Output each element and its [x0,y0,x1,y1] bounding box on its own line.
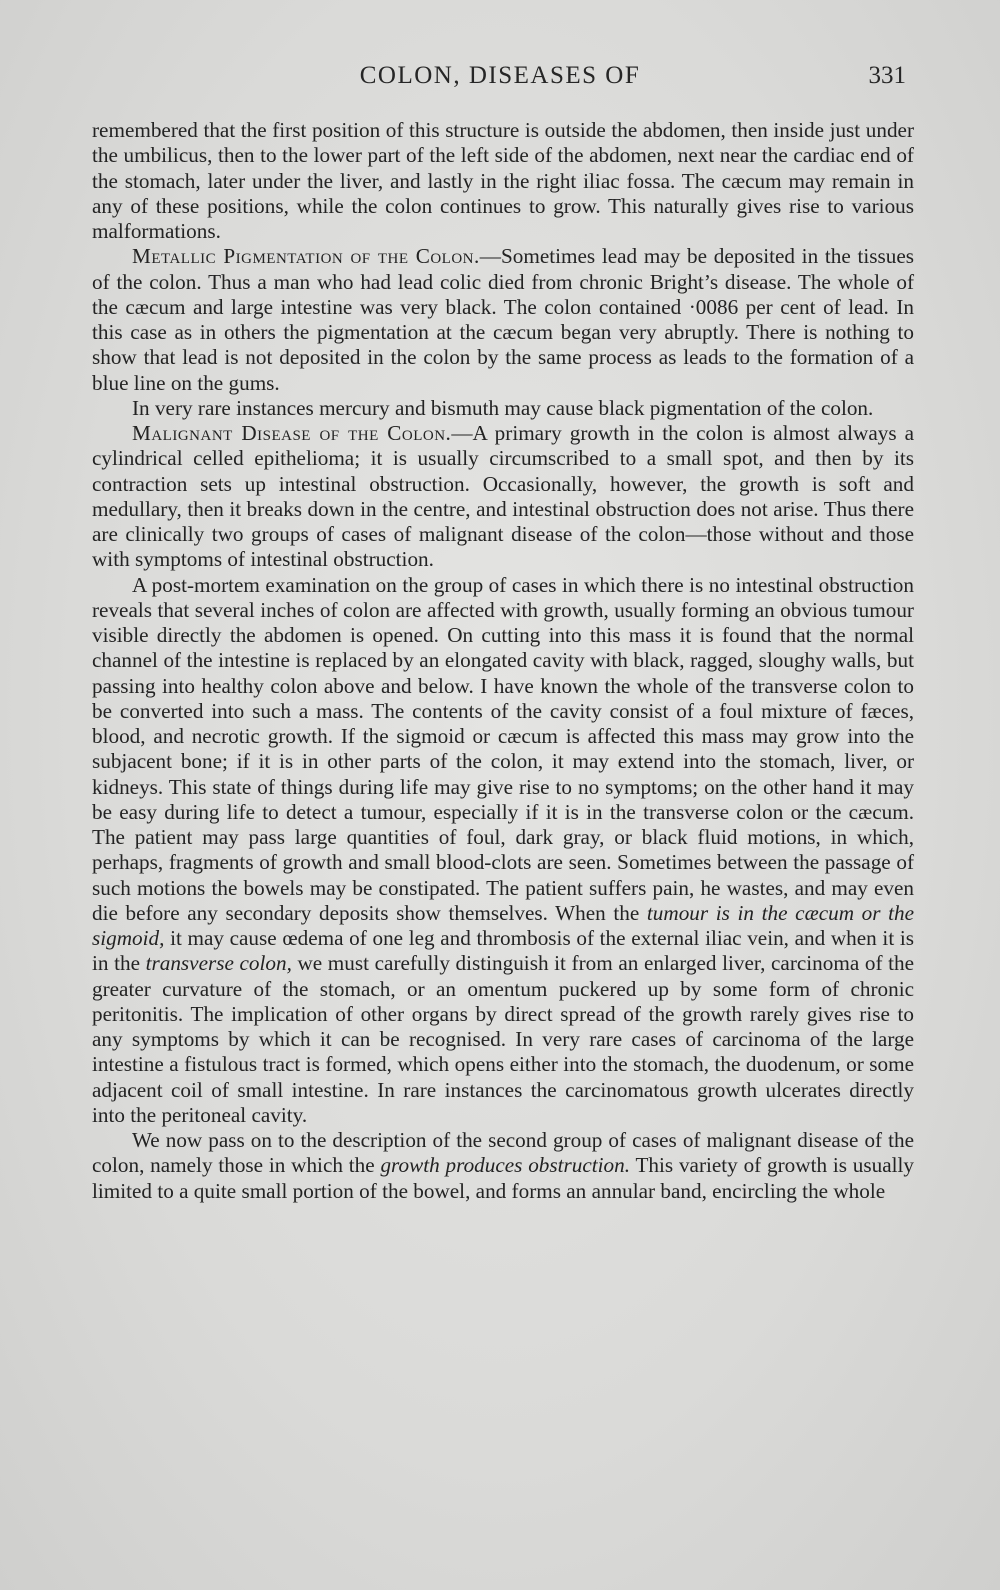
text-run: We now pass on to the description of the second group of cases of malignant disease of the colon, namely those in which the [92,1128,914,1178]
paragraph-malignant-disease [92,421,914,573]
paragraph-mercury-bismuth [92,396,914,421]
section-heading-malignant-disease: Malignant Disease of the Colon. [132,421,452,445]
text-run: it may cause œdema of one leg and thrombosis of the external iliac vein, and when it is in the [92,926,914,976]
running-title: COLON, DISEASES OF [359,62,641,89]
running-head [0,62,1000,98]
paragraph-continuation [92,118,914,244]
italic-phrase: transverse colon, [145,951,292,976]
page-number: 331 [868,62,906,89]
text-run: In very rare instances mercury and bismuth may cause black pigmentation of the colon. [132,395,874,420]
italic-phrase: growth produces obstruction. [380,1153,631,1178]
body-text [92,118,914,1204]
text-run: we must carefully distinguish it from an enlarged liver, carcinoma of the greater curvature of the stomach, or an omentum puckered up by some form of chronic peritonitis. The implication of other organs by direct spread of the growth rarely gives rise to any symptoms by which it can be recognised. In very rare cases of carcinoma of the large intestine a fistulous tract is formed, which opens either into the stomach, the duodenum, or some adjacent coil of small intestine. In rare instances the carcinomatous growth ulcerates directly into the peritoneal cavity. [92,951,915,1127]
paragraph-post-mortem [92,573,914,1129]
text-run: This variety of growth is usually limited to a quite small portion of the bowel, and forms an annular band, encircling the whole [92,1153,915,1203]
text-run: —Sometimes lead may be deposited in the tissues of the colon. Thus a man who had lead colic died from chronic Bright’s disease. The whole of the cæcum and large intestine was very black. The colon contained ·0086 per cent of lead. In this case as in others the pigmentation at the cæcum began very abruptly. There is nothing to show that lead is not deposited in the colon by the same process as leads to the formation of a blue line on the gums. [92,244,914,395]
italic-phrase: tumour is in the cæcum or the sigmoid, [92,900,914,950]
text-run: —A primary growth in the colon is almost always a cylindrical celled epithelioma; it is usually circumscribed to a small spot, and then by its contraction sets up intestinal obstruction. Occasionally, however, the growth is soft and medullary, then it breaks down in the centre, and intestinal obstruction does not arise. Thus there are clinically two groups of cases of malignant disease of the colon—those without and those with symptoms of intestinal obstruction. [92,421,914,572]
paragraph-metallic-pigmentation [92,244,914,396]
paragraph-second-group [92,1128,914,1204]
section-heading-metallic-pigmentation: Metallic Pigmentation of the Colon. [132,244,480,269]
text-run: remembered that the first position of this structure is outside the abdomen, then inside just under the umbilicus, then to the lower part of the left side of the abdomen, next near the cardiac end of the stomach, later under the liver, and lastly in the right iliac fossa. The cæcum may remain in any of these positions, while the colon continues to grow. This naturally gives rise to various malformations. [92,118,914,243]
text-run: A post-mortem examination on the group of cases in which there is no intestinal obstruction reveals that several inches of colon are affected with growth, usually forming an obvious tumour visible directly the abdomen is opened. On cutting into this mass it is found that the normal channel of the intestine is replaced by an elongated cavity with black, ragged, sloughy walls, but passing into healthy colon above and below. I have known the whole of the transverse colon to be converted into such a mass. The contents of the cavity consist of a foul mixture of fæces, blood, and necrotic growth. If the sigmoid or cæcum is affected this mass may grow into the subjacent bone; if it is in other parts of the colon, it may extend into the stomach, liver, or kidneys. This state of things during life may give rise to no symptoms; on the other hand it may be easy during life to detect a tumour, especially if it is in the transverse colon or the cæcum. The patient may pass large quantities of foul, dark gray, or black fluid motions, in which, perhaps, fragments of growth and small blood-clots are seen. Sometimes between the passage of such motions the bowels may be constipated. The patient suffers pain, he wastes, and may even die before any secondary deposits show themselves. When the [92,572,914,925]
